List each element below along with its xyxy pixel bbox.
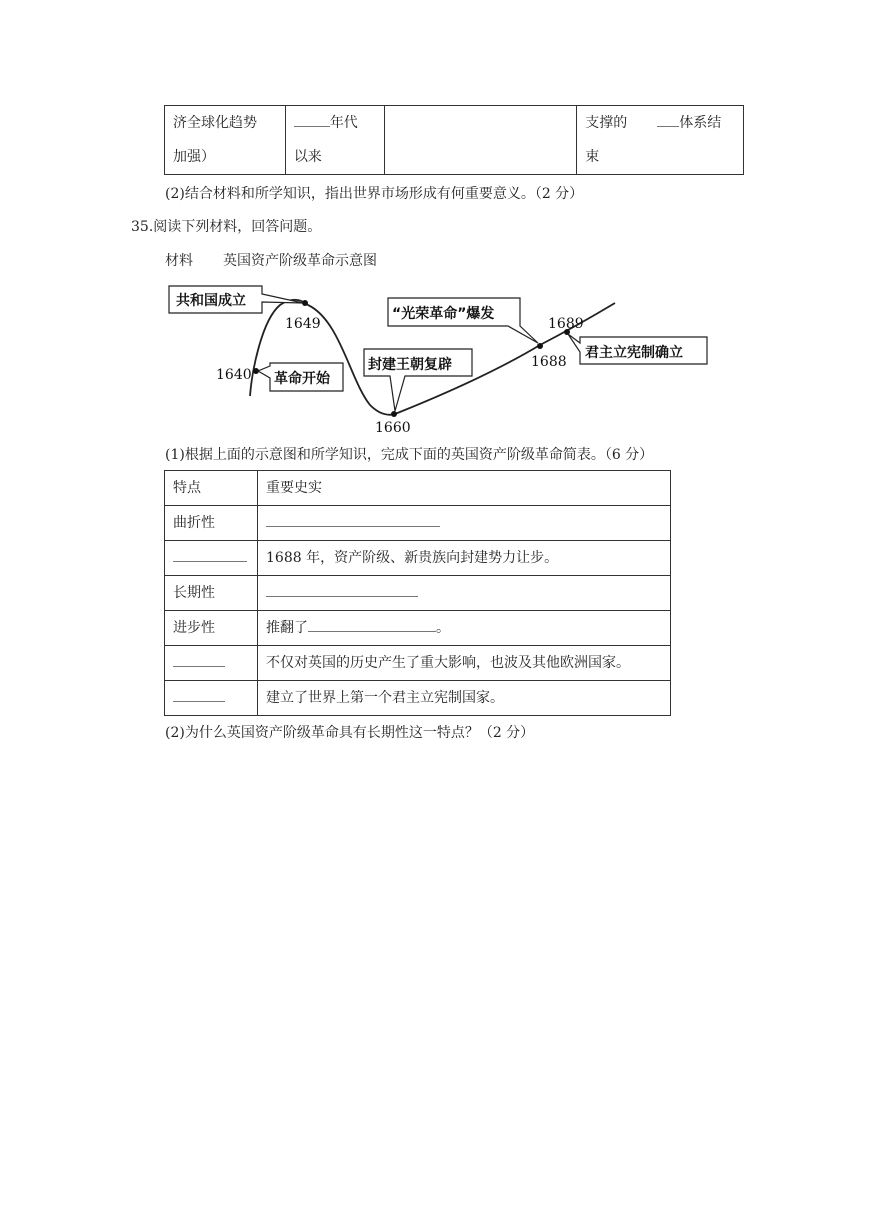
callout-label: 封建王朝复辟 bbox=[368, 357, 452, 373]
fact-cell: 1688 年，资产阶级、新贵族向封建势力让步。 bbox=[258, 541, 671, 576]
callout-republic bbox=[169, 286, 303, 313]
point-1688 bbox=[537, 343, 543, 349]
year-label-1660: 1660 bbox=[375, 420, 411, 436]
table-row bbox=[165, 611, 671, 646]
feature-cell: 进步性 bbox=[165, 611, 258, 646]
answer-blank[interactable] bbox=[266, 512, 440, 527]
cell-text: 。 bbox=[436, 620, 450, 636]
table-header-cell: 特点 bbox=[165, 471, 258, 506]
table-row bbox=[165, 506, 671, 541]
question-35-1: (1)根据上面的示意图和所学知识，完成下面的英国资产阶级革命简表。（6 分） bbox=[165, 447, 654, 463]
year-label-1689: 1689 bbox=[548, 316, 584, 332]
cell-text: 以来 bbox=[293, 149, 322, 165]
callout-glorious bbox=[388, 298, 538, 343]
answer-blank[interactable] bbox=[173, 547, 247, 562]
callout-label: “光荣革命”爆发 bbox=[392, 306, 495, 322]
question-35-title: 35.阅读下列材料，回答问题。 bbox=[131, 219, 322, 235]
fact-cell bbox=[258, 506, 671, 541]
table-row bbox=[165, 681, 671, 716]
callout-revolution-start bbox=[258, 363, 343, 391]
fact-cell: 建立了世界上第一个君主立宪制国家。 bbox=[258, 681, 671, 716]
table-row bbox=[165, 646, 671, 681]
fact-cell bbox=[258, 576, 671, 611]
cell-text: 束 bbox=[585, 149, 600, 165]
callout-constitutional bbox=[568, 334, 707, 364]
answer-blank[interactable] bbox=[173, 687, 225, 702]
cell-text: 年代 bbox=[329, 115, 358, 131]
question-34-2: (2)结合材料和所学知识，指出世界市场形成有何重要意义。（2 分） bbox=[165, 186, 584, 202]
callout-label: 君主立宪制确立 bbox=[585, 345, 683, 361]
material-label: 材料 bbox=[165, 253, 193, 269]
table-header-cell: 重要史实 bbox=[258, 471, 671, 506]
revolution-diagram bbox=[0, 0, 869, 460]
answer-blank[interactable] bbox=[173, 652, 225, 667]
feature-cell bbox=[165, 681, 258, 716]
question-35-2: (2)为什么英国资产阶级革命具有长期性这一特点？（2 分） bbox=[165, 725, 535, 741]
year-label-1640: 1640 bbox=[216, 367, 252, 383]
cell-text: 支撑的 bbox=[585, 115, 628, 131]
year-label-1688: 1688 bbox=[531, 354, 567, 370]
table-row bbox=[165, 541, 671, 576]
cell-text: 济全球化趋势 bbox=[173, 115, 257, 131]
cell-text: 加强） bbox=[173, 149, 215, 165]
answer-blank[interactable] bbox=[308, 617, 436, 632]
year-label-1649: 1649 bbox=[285, 316, 321, 332]
callout-label: 共和国成立 bbox=[176, 293, 246, 309]
feature-cell: 曲折性 bbox=[165, 506, 258, 541]
fact-cell: 不仅对英国的历史产生了重大影响，也波及其他欧洲国家。 bbox=[258, 646, 671, 681]
answer-blank[interactable] bbox=[266, 582, 418, 597]
material-title: 英国资产阶级革命示意图 bbox=[223, 253, 377, 269]
table-header-row bbox=[165, 471, 671, 506]
revolution-summary-table bbox=[164, 470, 671, 716]
feature-cell bbox=[165, 646, 258, 681]
callout-label: 革命开始 bbox=[274, 371, 330, 387]
table-row bbox=[165, 576, 671, 611]
cell-text: 体系结 bbox=[679, 115, 722, 131]
point-1660 bbox=[391, 411, 397, 417]
fact-cell bbox=[258, 611, 671, 646]
callout-restoration bbox=[364, 349, 472, 411]
cell-text: 推翻了 bbox=[266, 620, 308, 636]
feature-cell: 长期性 bbox=[165, 576, 258, 611]
feature-cell bbox=[165, 541, 258, 576]
